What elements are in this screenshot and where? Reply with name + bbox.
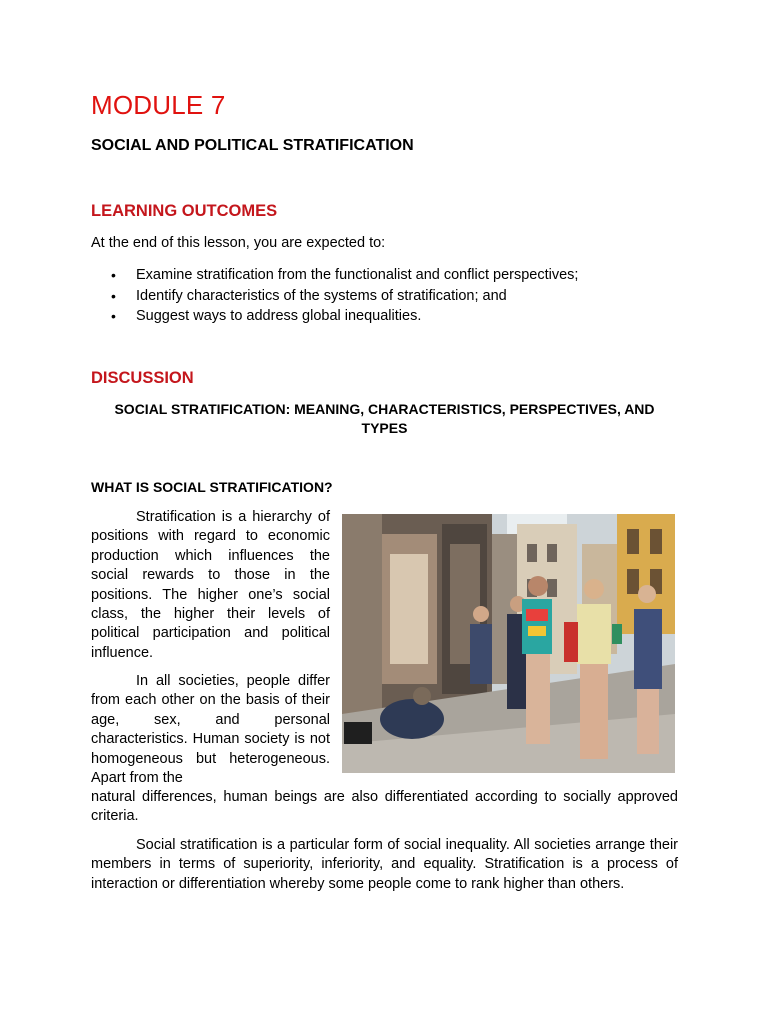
bullet-icon: • — [111, 287, 116, 304]
paragraph-stratification-definition: Stratification is a hierarchy of positions with regard to economic production which influences the social rewards to those in the positions. The higher one’s social class, the higher their levels of political participation and political influence. — [91, 509, 330, 661]
learning-outcomes-intro: At the end of this lesson, you are expected to: — [91, 235, 386, 251]
list-item-text: Suggest ways to address global inequalities. — [136, 308, 422, 324]
paragraph-continuation: natural differences, human beings are also differentiated according to socially approved criteria. — [91, 789, 678, 825]
learning-outcomes-list — [91, 265, 691, 327]
list-item — [91, 306, 691, 327]
list-item-text: Examine stratification from the functionalist and conflict perspectives; — [136, 267, 579, 283]
list-item — [91, 265, 691, 286]
bullet-icon: • — [111, 308, 116, 324]
topic-title: SOCIAL STRATIFICATION: MEANING, CHARACTERISTICS, PERSPECTIVES, AND TYPES — [114, 401, 655, 436]
paragraph-social-inequality: Social stratification is a particular form of social inequality. All societies arrange their members in terms of superiority, inferiority, and equality. Stratification is a process of interaction or differentiation whereby some people come to rank higher than others. — [91, 837, 678, 892]
question-heading: WHAT IS SOCIAL STRATIFICATION? — [91, 479, 333, 495]
list-item — [91, 286, 691, 307]
street-scene-photo — [342, 514, 675, 773]
bullet-icon: • — [111, 267, 116, 283]
module-title: MODULE 7 — [91, 90, 226, 120]
module-subtitle: SOCIAL AND POLITICAL STRATIFICATION — [91, 137, 414, 154]
discussion-heading: DISCUSSION — [91, 369, 194, 387]
paragraph-societies-differ: In all societies, people differ from each other on the basis of their age, sex, and personal characteristics. Human society is not homogeneous but heterogeneous. Apart from the — [91, 673, 330, 787]
learning-outcomes-heading: LEARNING OUTCOMES — [91, 202, 278, 220]
list-item-text: Identify characteristics of the systems of stratification; and — [136, 287, 507, 304]
